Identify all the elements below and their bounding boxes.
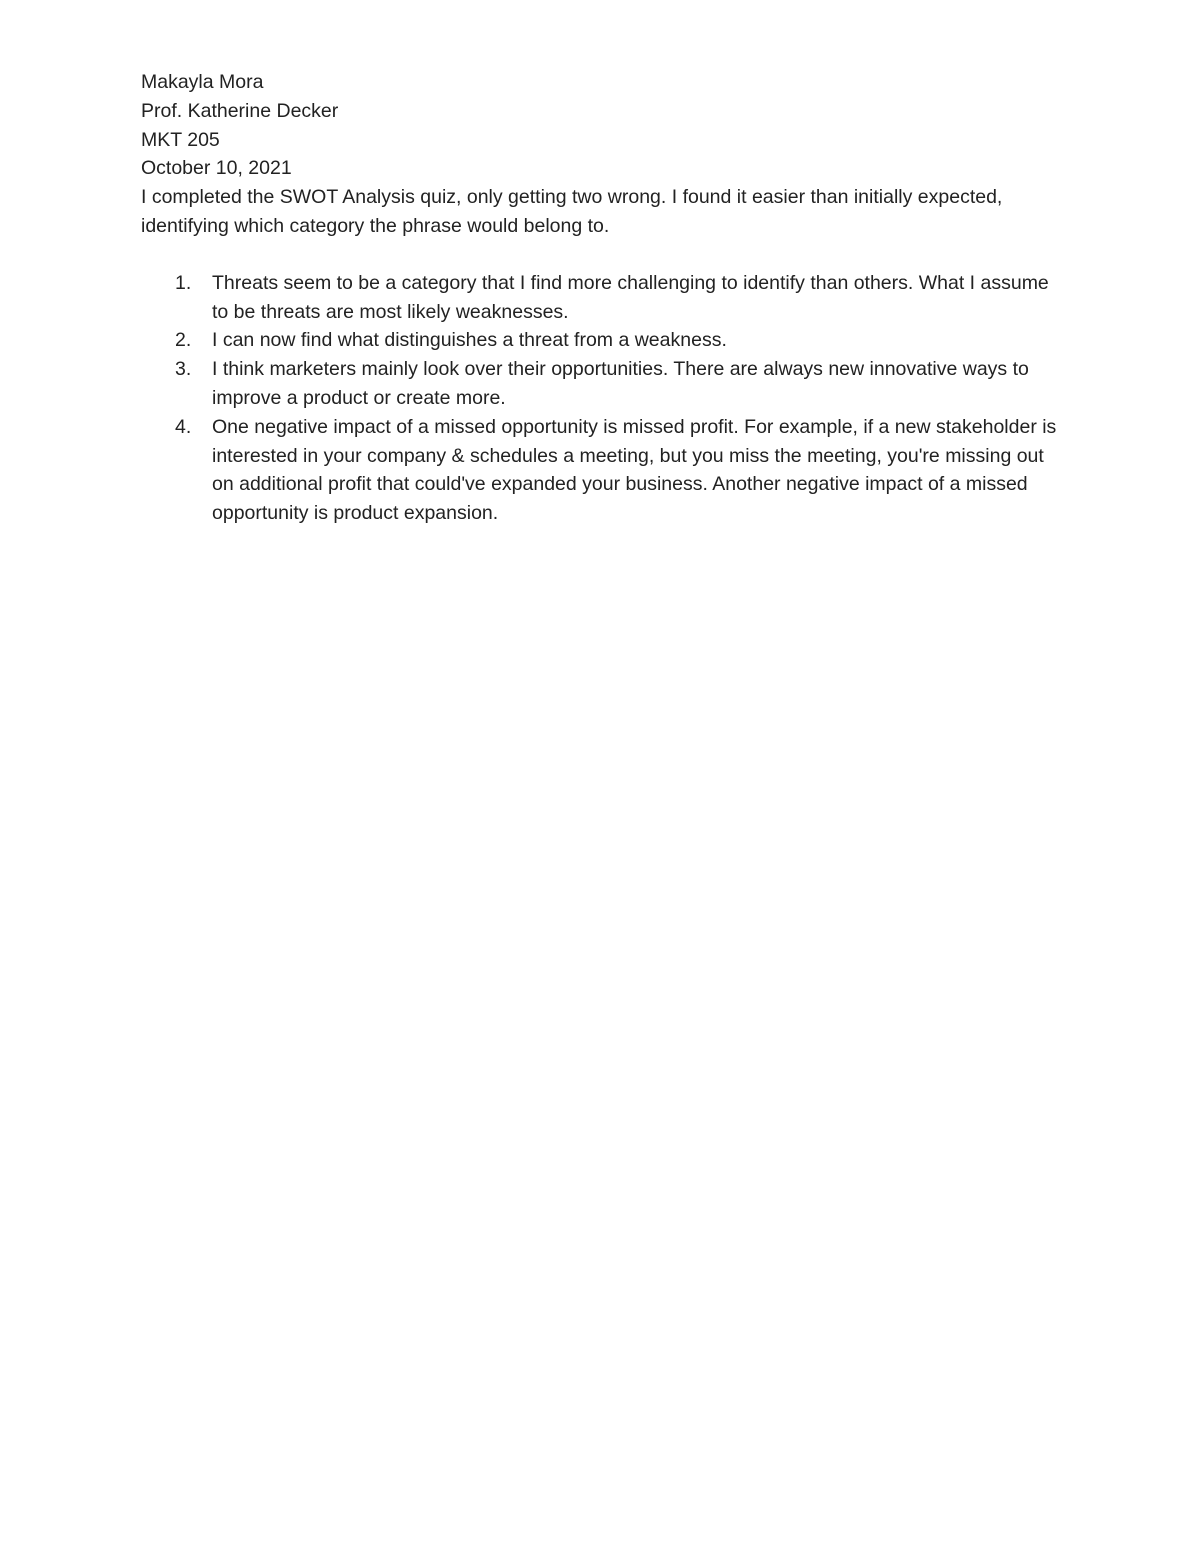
- course-code: MKT 205: [141, 128, 220, 151]
- list-item-text: Threats seem to be a category that I find more challenging to identify than others. What I assume to be threats are most likely weaknesses.: [212, 271, 1049, 323]
- student-name: Makayla Mora: [141, 71, 264, 93]
- list-item: [141, 269, 1071, 327]
- document-page: [141, 68, 1071, 528]
- list-item-text: I can now find what distinguishes a threat from a weakness.: [212, 329, 727, 352]
- list-item-number: 1.: [175, 271, 192, 294]
- list-item-number: 3.: [175, 358, 192, 381]
- list-item: [141, 413, 1071, 528]
- document-date: October 10, 2021: [141, 157, 292, 180]
- list-item-text: One negative impact of a missed opportunity is missed profit. For example, if a new stakeholder is interested in your company & schedules a meeting, but you miss the meeting, you're missing out on additional profit that could've expanded your business. Another negative impact of a missed opportunity is product expansion.: [212, 415, 1057, 525]
- answer-list: [141, 269, 1071, 528]
- list-item: [141, 355, 1071, 413]
- list-item-text: I think marketers mainly look over their opportunities. There are always new innovative ways to improve a product or create more.: [212, 358, 1029, 409]
- intro-paragraph: I completed the SWOT Analysis quiz, only getting two wrong. I found it easier than initially expected, identifying which category the phrase would belong to.: [141, 186, 1003, 237]
- list-item: [141, 326, 1071, 355]
- professor-name: Prof. Katherine Decker: [141, 99, 339, 122]
- list-item-number: 4.: [175, 415, 192, 438]
- list-item-number: 2.: [175, 329, 192, 352]
